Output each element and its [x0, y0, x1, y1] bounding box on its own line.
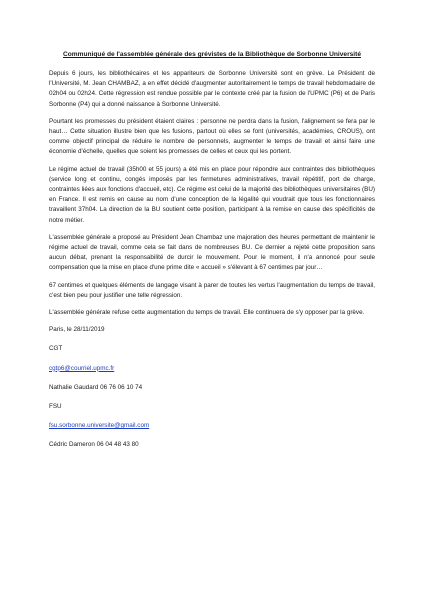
paragraph-4: L'assemblée générale a proposé au Président Jean Chambaz une majoration des heures permettant de maintenir le régime actuel de travail, comme cela se fait dans de nombreuses BU. Ce dernier a rejeté cette proposition sans aucun débat, prenant la responsabilité de durcir le mouvement. Pour le moment, il n'a annoncé pour seule compensation que la mise en place d'une prime dite « accueil » s'élevant à 67 centimes par jour… [49, 233, 375, 272]
document-body [49, 51, 375, 460]
paragraph-6: L'assemblée générale refuse cette augmentation du temps de travail. Elle continuera de s'y opposer par la grève. [49, 309, 365, 317]
union-fsu: FSU [49, 403, 62, 411]
email-link-cgt[interactable] [49, 364, 375, 374]
contact-person-fsu: Cédric Dameron 06 04 48 43 80 [49, 441, 139, 449]
contact-person-cgt: Nathalie Gaudard 06 76 06 10 74 [49, 383, 143, 391]
paragraph-3: Le régime actuel de travail (35h00 et 55 jours) a été mis en place pour répondre aux contraintes des bibliothèques (service long et continu, congés imposés par les fermetures administratives, travail répétitif, port de charge, contraintes liées aux fonctions d'accueil, etc). Ce régime est celui de la majorité des bibliothèques universitaires (BU) en France. Il est remis en cause au nom d'une conception de la légalité qui voudrait que tous les fonctionnaires travaillent 37h04. La direction de la BU soutient cette position, participant à la remise en cause des spécificités de notre métier. [49, 165, 375, 224]
date-line: Paris, le 28/11/2019 [49, 326, 105, 334]
document-title: Communiqué de l'assemblée générale des grévistes de la Bibliothèque de Sorbonne Université [62, 51, 361, 58]
union-cgt: CGT [49, 345, 63, 353]
paragraph-1: Depuis 6 jours, les bibliothécaires et les appariteurs de Sorbonne Université sont en grève. Le Président de l'Université, M. Jean CHAMBAZ, a en effet décidé d'augmenter autoritairement le temps de travail hebdomadaire de 02h04 ou 02h24. Cette régression est rendue possible par le contexte créé par la fusion de l'UPMC (P6) et de Paris Sorbonne (P4) qui a donné naissance à Sorbonne Université. [49, 70, 375, 108]
email-fsu[interactable]: fsu.sorbonne.universite@gmail.com [49, 422, 150, 430]
paragraph-5: 67 centimes et quelques éléments de langage visant à parer de toutes les vertus l'augmentation du temps de travail, c'est bien peu pour justifier une telle régression. [49, 281, 375, 299]
email-link-fsu[interactable] [49, 421, 375, 431]
paragraph-2: Pourtant les promesses du président étaient claires : personne ne perdra dans la fusion, l'alignement se fera par le haut… Cette situation illustre bien que les fusions, partout où elles se font (universités, académies, CROUS), ont comme objectif principal de réduire le nombre de personnels, augmenter le temps de travail et ainsi faire une économie d'échelle, quelles que soient les promesses de celles et ceux qui les portent. [49, 117, 375, 156]
email-cgt[interactable]: cgtp6@courriel.upmc.fr [49, 364, 115, 372]
